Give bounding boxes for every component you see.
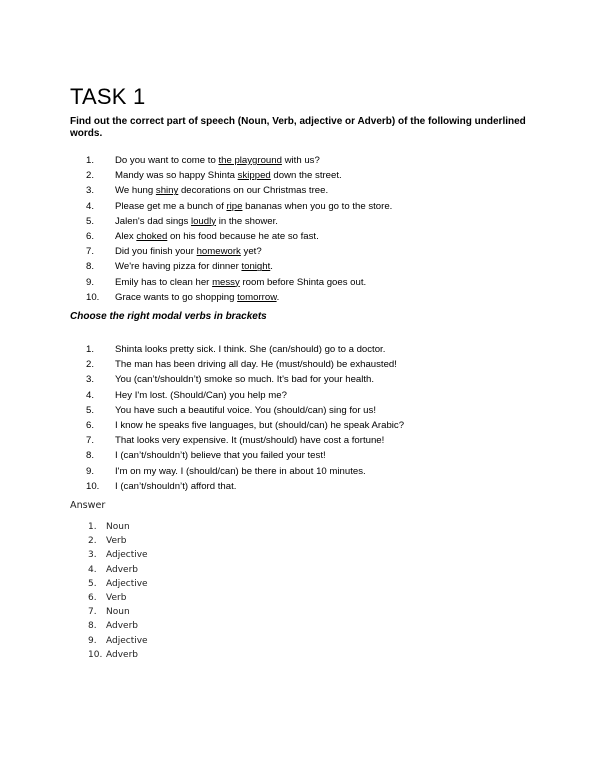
item-text: Shinta looks pretty sick. I think. She (can/should) go to a doctor. [115, 344, 386, 355]
list-item [86, 372, 526, 387]
item-number: 4. [88, 564, 97, 575]
list-item [86, 418, 526, 433]
item-number: 2. [88, 536, 97, 547]
item-text: Hey I'm lost. (Should/Can) you help me? [115, 389, 287, 401]
page-title: TASK 1 [70, 84, 146, 109]
list-item [88, 563, 288, 577]
answer-text: Adjective [106, 550, 148, 561]
list-item [86, 229, 506, 244]
answer-text: Noun [106, 522, 130, 532]
answer-text: Verb [106, 592, 127, 603]
underlined-word: messy [212, 276, 240, 288]
item-text: The man has been driving all day. He (must/should) be exhausted! [115, 359, 397, 371]
item-number: 10. [86, 480, 100, 492]
item-text: Did you finish your [115, 246, 197, 258]
underlined-word: ripe [226, 200, 243, 212]
answer-list [88, 520, 288, 662]
item-number: 1. [88, 522, 97, 532]
item-text: Grace wants to go shopping [115, 291, 238, 303]
item-text: You have such a beautiful voice. You (should/can) sing for us! [115, 404, 376, 416]
list-item [86, 244, 506, 259]
underlined-word: choked [136, 230, 168, 242]
item-number: 5. [88, 578, 97, 589]
item-number: 3. [88, 550, 97, 561]
item-text: on his food because he ate so fast. [167, 230, 319, 242]
item-text: room before Shinta goes out. [239, 276, 367, 288]
list-item [88, 577, 288, 591]
item-text: Do you want to come to [115, 155, 219, 166]
item-text: That looks very expensive. It (must/should) have cost a fortune! [115, 435, 385, 447]
item-number: 5. [86, 404, 95, 416]
item-number: 10. [86, 291, 100, 303]
list-item [86, 448, 526, 463]
item-number: 5. [86, 215, 95, 227]
item-text: down the street. [270, 170, 342, 182]
item-text: in the shower. [216, 215, 278, 227]
item-number: 8. [88, 621, 97, 632]
item-text: with us? [281, 155, 320, 166]
list-item [88, 520, 288, 534]
list-item [86, 342, 526, 357]
item-number: 9. [86, 465, 95, 477]
item-number: 7. [86, 435, 95, 447]
answer-text: Adverb [106, 621, 138, 632]
item-text: bananas when you go to the store. [242, 200, 393, 212]
answer-text: Adverb [106, 649, 138, 660]
item-number: 7. [88, 607, 97, 618]
list-item [86, 464, 526, 479]
list-item [86, 275, 506, 290]
item-number: 4. [86, 200, 95, 212]
list-item [88, 634, 288, 648]
item-number: 3. [86, 185, 95, 197]
list-item [88, 548, 288, 562]
list-item [88, 648, 288, 662]
item-number: 3. [86, 374, 95, 386]
item-text: Please get me a bunch of [115, 200, 227, 212]
item-number: 2. [86, 170, 95, 182]
list-item [86, 290, 506, 305]
item-number: 9. [88, 635, 97, 646]
item-number: 7. [86, 246, 95, 258]
part-of-speech-list [86, 153, 506, 305]
underlined-word: shiny [155, 185, 179, 197]
answer-text: Verb [106, 536, 127, 547]
list-item [86, 357, 526, 372]
list-item [86, 479, 526, 494]
answer-text: Adjective [106, 578, 148, 589]
item-text: I (can’t/shouldn’t) believe that you failed your test! [115, 450, 326, 462]
item-number: 6. [88, 592, 97, 603]
list-item [86, 433, 526, 448]
item-text: I know he speaks five languages, but (should/can) he speak Arabic? [115, 419, 405, 431]
item-number: 9. [86, 276, 95, 288]
item-text: Alex [115, 230, 137, 242]
list-item [86, 214, 506, 229]
item-number: 6. [86, 419, 95, 431]
item-number: 1. [86, 155, 95, 166]
item-text: You (can’t/shouldn’t) smoke so much. It's bad for your health. [115, 374, 375, 386]
task-instruction: Find out the correct part of speech (Noun, Verb, adjective or Adverb) of the following underlined words. [70, 116, 526, 139]
underlined-word: skipped [237, 170, 271, 182]
item-text: . [276, 291, 280, 303]
answer-text: Noun [106, 607, 130, 618]
answer-text: Adjective [106, 635, 148, 646]
item-text: . [270, 261, 273, 273]
item-number: 8. [86, 261, 95, 273]
list-item [88, 605, 288, 619]
underlined-word: tonight [241, 261, 271, 273]
list-item [86, 183, 506, 198]
item-text: I'm on my way. I (should/can) be there in about 10 minutes. [115, 465, 366, 477]
answer-text: Adverb [106, 564, 138, 575]
list-item [88, 591, 288, 605]
list-item [86, 403, 526, 418]
item-text: I (can’t/shouldn’t) afford that. [115, 480, 237, 492]
underlined-word: the playground [218, 155, 282, 166]
list-item [86, 199, 506, 214]
item-text: Mandy was so happy Shinta [115, 170, 238, 182]
underlined-word: homework [196, 246, 241, 258]
list-item [88, 534, 288, 548]
item-text: yet? [240, 246, 262, 258]
answer-heading: Answer [70, 500, 106, 511]
underlined-word: loudly [190, 215, 217, 227]
item-number: 6. [86, 230, 95, 242]
item-number: 1. [86, 344, 95, 355]
list-item [86, 259, 506, 274]
underlined-word: tomorrow [237, 291, 277, 303]
item-text: Jalen's dad sings [115, 215, 191, 227]
item-text: We're having pizza for dinner [115, 261, 242, 273]
item-number: 2. [86, 359, 95, 371]
item-text: Emily has to clean her [115, 276, 213, 288]
item-number: 4. [86, 389, 95, 401]
item-text: decorations on our Christmas tree. [178, 185, 329, 197]
list-item [86, 153, 506, 168]
list-item [86, 388, 526, 403]
modal-verbs-list [86, 342, 526, 494]
item-number: 10. [88, 649, 103, 660]
section-subheading: Choose the right modal verbs in brackets [70, 311, 267, 322]
list-item [86, 168, 506, 183]
item-number: 8. [86, 450, 95, 462]
item-text: We hung [115, 185, 156, 197]
list-item [88, 619, 288, 633]
